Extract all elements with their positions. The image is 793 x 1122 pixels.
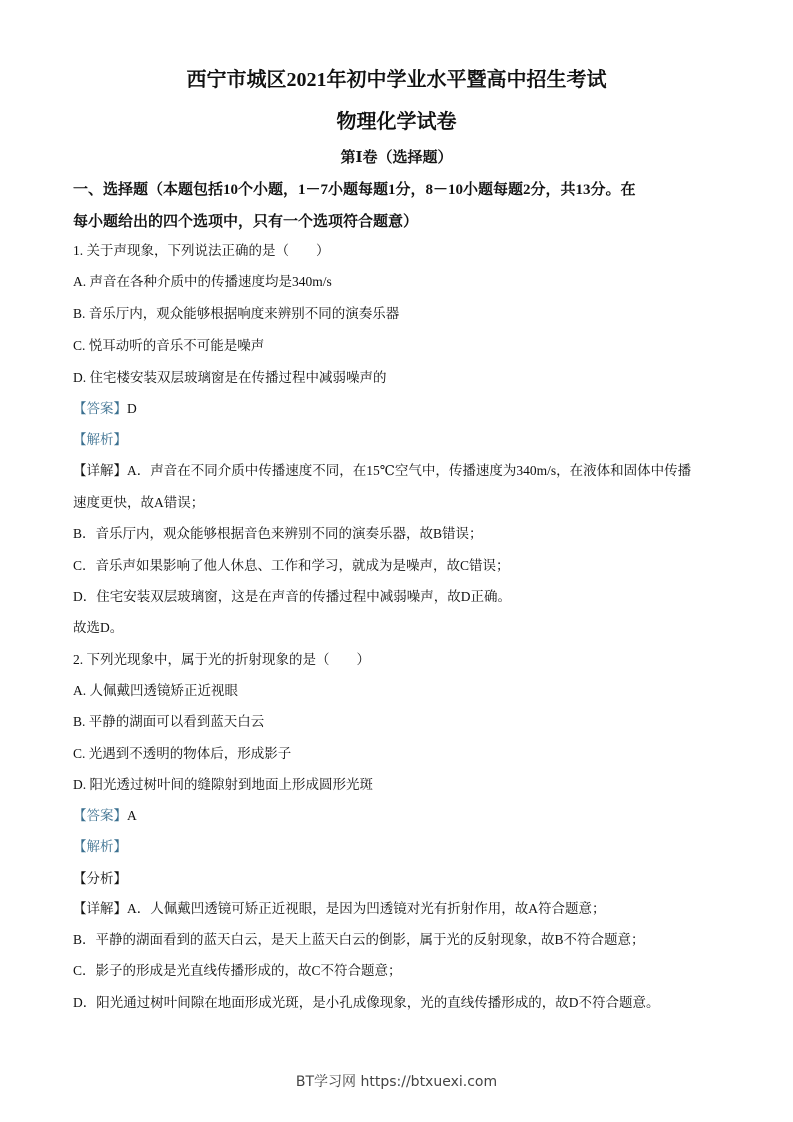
answer-value: A xyxy=(127,808,137,823)
question-2-option-d: D. 阳光透过树叶间的缝隙射到地面上形成圆形光斑 xyxy=(73,777,373,792)
answer-value: D xyxy=(127,401,137,416)
detail-line: B．平静的湖面看到的蓝天白云，是天上蓝天白云的倒影，属于光的反射现象，故B不符合题意； xyxy=(73,932,645,947)
section-heading-line2: 每小题给出的四个选项中，只有一个选项符合题意） xyxy=(73,214,419,230)
page-title: 西宁市城区2021年初中学业水平暨高中招生考试 xyxy=(186,69,607,91)
detail-line: A．人佩戴凹透镜可矫正近视眼，是因为凹透镜对光有折射作用，故A符合题意； xyxy=(127,901,606,916)
question-1-option-a: A. 声音在各种介质中的传播速度均是340m/s xyxy=(73,274,332,289)
part-heading: 第Ⅰ卷（选择题） xyxy=(340,150,453,166)
analysis-tag: 【解析】 xyxy=(73,432,127,447)
question-2-option-b: B. 平静的湖面可以看到蓝天白云 xyxy=(73,714,265,729)
footer-watermark: BT学习网 https://btxuexi.com xyxy=(295,1074,498,1090)
analysis-tag: 【解析】 xyxy=(73,839,127,854)
question-2-answer xyxy=(73,807,137,825)
page-subtitle: 物理化学试卷 xyxy=(336,111,457,133)
question-2-detail xyxy=(73,900,606,918)
question-2-option-c: C. 光遇到不透明的物体后，形成影子 xyxy=(73,746,292,761)
answer-tag: 【答案】 xyxy=(73,401,127,416)
detail-tag: 【详解】 xyxy=(73,463,127,478)
question-1-option-d: D. 住宅楼安装双层玻璃窗是在传播过程中减弱噪声的 xyxy=(73,370,387,385)
detail-line: B．音乐厅内，观众能够根据音色来辨别不同的演奏乐器，故B错误； xyxy=(73,526,483,541)
section-heading-line1: 一、选择题（本题包括10个小题，1－7小题每题1分，8－10小题每题2分，共13分。在 xyxy=(73,182,636,198)
detail-line: 速度更快，故A错误； xyxy=(73,495,205,510)
question-2-option-a: A. 人佩戴凹透镜矫正近视眼 xyxy=(73,683,238,698)
detail-conclusion: 故选D。 xyxy=(73,620,124,635)
answer-tag: 【答案】 xyxy=(73,808,127,823)
detail-line: C．影子的形成是光直线传播形成的，故C不符合题意； xyxy=(73,963,402,978)
detail-line: C．音乐声如果影响了他人休息、工作和学习，就成为是噪声，故C错误； xyxy=(73,558,510,573)
question-1-detail xyxy=(73,462,691,480)
question-1-option-b: B. 音乐厅内，观众能够根据响度来辨别不同的演奏乐器 xyxy=(73,306,400,321)
detail-line: D．阳光通过树叶间隙在地面形成光斑，是小孔成像现象，光的直线传播形成的，故D不符合题意。 xyxy=(73,995,660,1010)
question-1-answer xyxy=(73,400,137,418)
fenxi-tag: 【分析】 xyxy=(73,871,127,886)
question-1-stem: 1. 关于声现象，下列说法正确的是（ ） xyxy=(73,243,330,258)
question-2-stem: 2. 下列光现象中，属于光的折射现象的是（ ） xyxy=(73,652,370,667)
detail-line: A．声音在不同介质中传播速度不同，在15℃空气中，传播速度为340m/s，在液体和固体中传播 xyxy=(127,463,692,478)
detail-tag: 【详解】 xyxy=(73,901,127,916)
question-1-option-c: C. 悦耳动听的音乐不可能是噪声 xyxy=(73,338,265,353)
detail-line: D．住宅安装双层玻璃窗，这是在声音的传播过程中减弱噪声，故D正确。 xyxy=(73,589,511,604)
